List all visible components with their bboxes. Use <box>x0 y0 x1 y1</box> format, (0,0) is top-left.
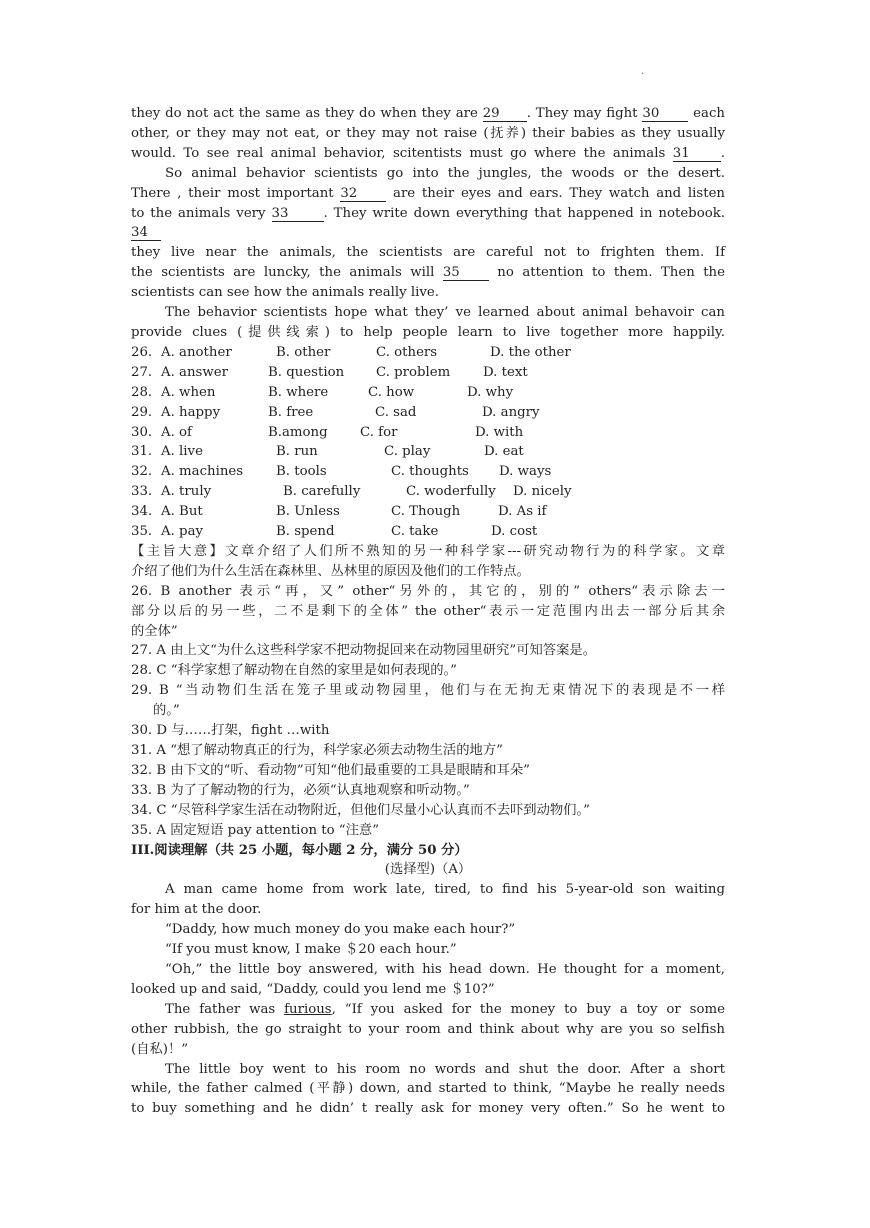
corner-dot: . <box>641 66 645 77</box>
story-line: while, the father calmed (平静) down, and started to think, “Maybe he really needs <box>131 1081 725 1097</box>
document-page <box>131 104 725 1119</box>
story-line: other rubbish, the go straight to your room and think about why are you so selfish <box>131 1021 725 1037</box>
option-row: 27. A. answer B. question C. problem D. text <box>131 364 528 380</box>
passage-line: The behavior scientists hope what they’ ve learned about animal behavoir can <box>165 305 725 321</box>
section-subtitle: (选择型)（A） <box>384 862 472 878</box>
blank-31: 31 <box>673 146 721 162</box>
blank-33: 33 <box>272 206 324 222</box>
explanations <box>131 542 725 841</box>
explanation-line: 31. A “想了解动物真正的行为，科学家必须去动物生活的地方” <box>131 743 503 758</box>
story-line: The little boy went to his room no words and shut the door. After a short <box>165 1061 725 1077</box>
option-row: 26. A. another B. other C. others D. the other <box>131 344 571 360</box>
passage-line: There , their most important 32 are their eyes and ears. They watch and listen <box>131 185 726 201</box>
explanation-line: 27. A 由上文“为什么这些科学家不把动物捉回来在动物园里研究”可知答案是。 <box>131 643 597 659</box>
summary-line: 介绍了他们为什么生活在森林里、丛林里的原因及他们的工作特点。 <box>131 563 530 579</box>
explanation-line: 30. D 与……打架，fight …with <box>131 723 330 739</box>
passage-line: other, or they may not eat, or they may not raise (抚养) their babies as they usually <box>131 125 725 141</box>
story-line: A man came home from work late, tired, to find his 5-year-old son waiting <box>165 882 725 898</box>
story-line: for him at the door. <box>131 902 262 918</box>
option-row: 31. A. live B. run C. play D. eat <box>131 444 524 460</box>
story-line: (自私)！” <box>131 1041 189 1057</box>
story-line: looked up and said, “Daddy, could you lend me ＄10?” <box>131 981 495 997</box>
underlined-word: furious <box>284 1001 332 1017</box>
blank-35: 35 <box>443 265 489 281</box>
story-line: “Daddy, how much money do you make each hour?” <box>165 922 516 938</box>
passage-line: the scientists are luncky, the animals will 35 no attention to them. Then the <box>131 265 725 281</box>
section-title: III.阅读理解（共 25 小题，每小题 2 分，满分 50 分） <box>131 842 468 858</box>
passage-line: to the animals very 33 . They write down everything that happened in notebook. <box>131 205 725 221</box>
option-row: 30. A. of B.among C. for D. with <box>131 424 524 440</box>
option-row: 35. A. pay B. spend C. take D. cost <box>131 524 538 540</box>
blank-29: 29 <box>483 106 527 122</box>
option-row: 33. A. truly B. carefully C. woderfully D. nicely <box>131 484 572 500</box>
passage-line <box>131 223 725 243</box>
blank-34: 34 <box>131 225 161 241</box>
explanation-line: 部分以后的另一些，二不是剩下的全体” the other“表示一定范围内出去一部分后其余 <box>131 603 725 619</box>
story-line: “If you must know, I make ＄20 each hour.” <box>165 942 457 958</box>
story-line: The father was furious, “If you asked for the money to buy a toy or some <box>165 1001 725 1017</box>
passage-line: they do not act the same as they do when they are 29 . They may fight 30 each <box>131 106 725 121</box>
option-row: 34. A. But B. Unless C. Though D. As if <box>131 504 547 520</box>
option-row: 28. A. when B. where C. how D. why <box>131 384 514 400</box>
explanation-line: 26. B another 表示“再，又” other“另外的，其它的，别的” others“表示除去一 <box>131 583 725 599</box>
story-line: to buy something and he didn’ t really ask for money very often.” So he went to <box>131 1101 725 1117</box>
explanation-line: 34. C “尽管科学家生活在动物附近，但他们尽量小心认真而不去吓到动物们。” <box>131 802 590 818</box>
passage-line: would. To see real animal behavior, scitentists must go where the animals 31 . <box>131 145 725 161</box>
explanation-line: 的全体” <box>131 623 178 639</box>
option-row: 32. A. machines B. tools C. thoughts D. ways <box>131 464 552 480</box>
passage-line: scientists can see how the animals really live. <box>131 285 439 301</box>
story-line: “Oh,” the little boy answered, with his head down. He thought for a moment, <box>165 961 725 977</box>
blank-32: 32 <box>340 186 386 202</box>
explanation-line: 28. C “科学家想了解动物在自然的家里是如何表现的。” <box>131 663 457 679</box>
explanation-line: 32. B 由下文的“听、看动物”可知“他们最重要的工具是眼睛和耳朵” <box>131 762 530 778</box>
option-row: 29. A. happy B. free C. sad D. angry <box>131 404 540 420</box>
explanation-line: 33. B 为了了解动物的行为，必须“认真地观察和听动物。” <box>131 782 470 798</box>
passage-line: So animal behavior scientists go into the jungles, the woods or the desert. <box>165 165 725 181</box>
summary-line: 【主旨大意】文章介绍了人们所不熟知的另一种科学家---研究动物行为的科学家。文章 <box>131 543 725 559</box>
explanation-line: 35. A 固定短语 pay attention to “注意” <box>131 822 379 838</box>
explanation-line: 29. B “当动物们生活在笼子里或动物园里，他们与在无拘无束情况下的表现是不一样 <box>131 683 725 699</box>
blank-30: 30 <box>642 106 688 122</box>
passage-line: they live near the animals, the scientists are careful not to frighten them. If <box>131 245 725 261</box>
passage-line: provide clues (提供线索) to help people learn to live together more happily. <box>131 324 725 340</box>
reading-passage-a <box>131 880 725 1119</box>
options-list <box>131 343 725 542</box>
explanation-line: 的。” <box>153 703 180 719</box>
